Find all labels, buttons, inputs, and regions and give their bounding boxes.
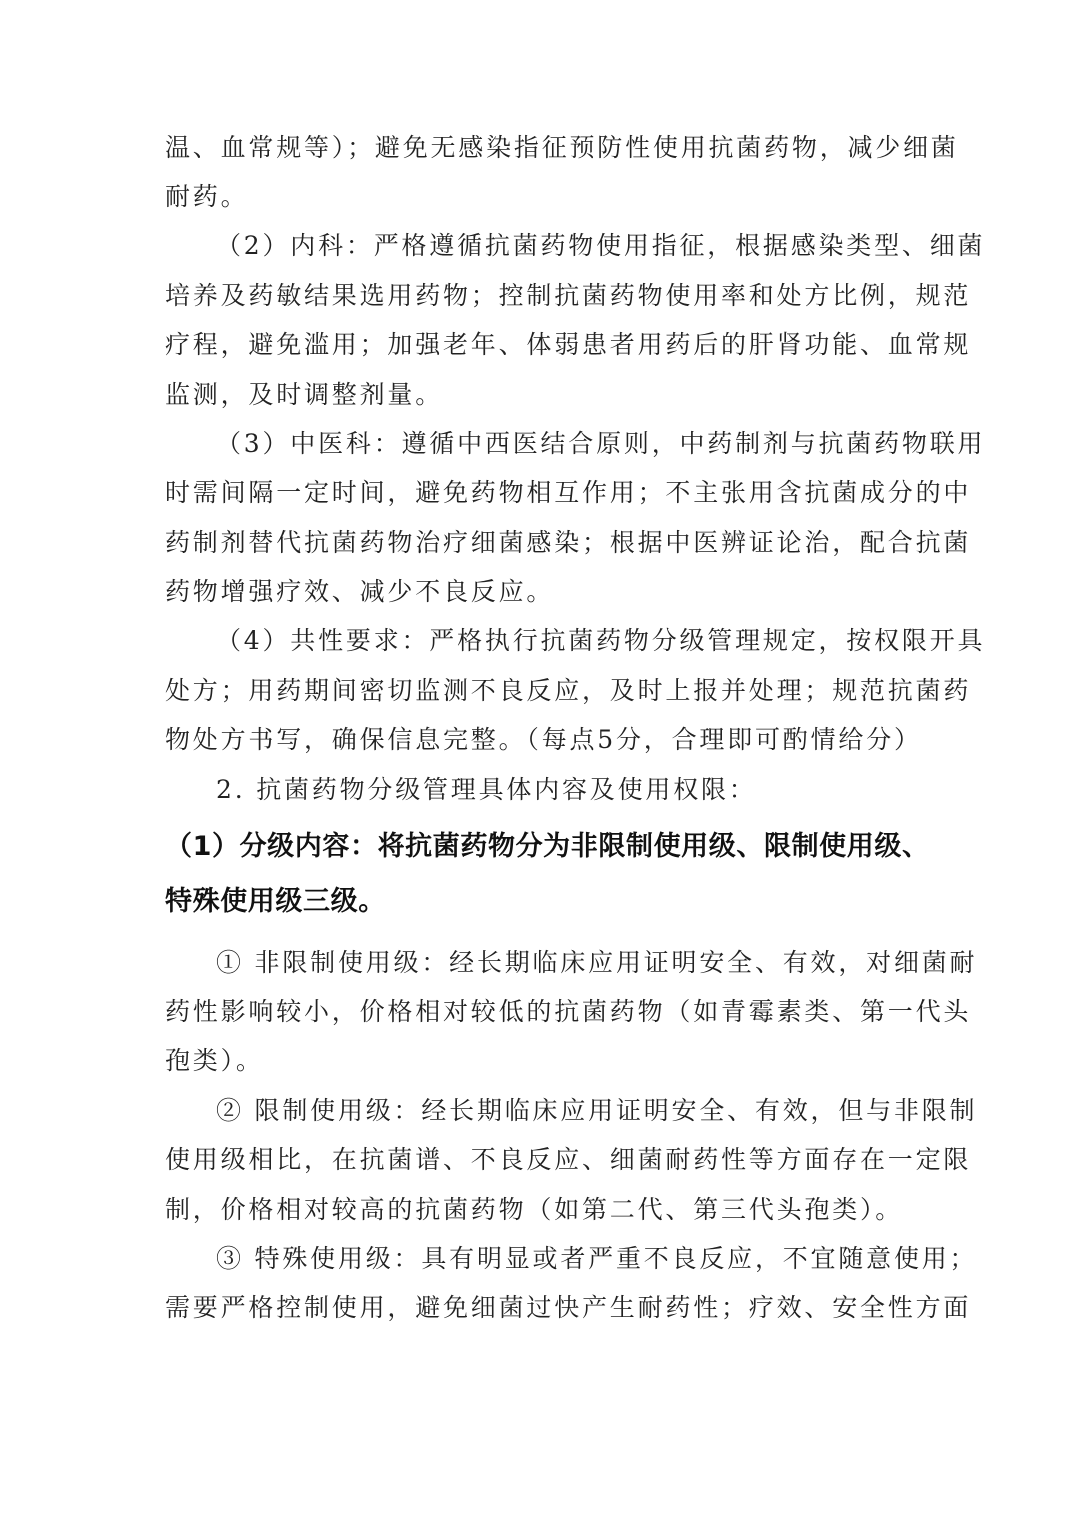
bold-subheading: （1）分级内容：将抗菌药物分为非限制使用级、限制使用级、 [165, 831, 930, 862]
paragraph-line: 培养及药敏结果选用药物；控制抗菌药物使用率和处方比例，规范 [165, 281, 972, 310]
paragraph-line: 药性影响较小，价格相对较低的抗菌药物（如青霉素类、第一代头 [165, 997, 972, 1026]
paragraph-line: 制，价格相对较高的抗菌药物（如第二代、第三代头孢类）。 [165, 1195, 904, 1224]
paragraph-line: ① 非限制使用级：经长期临床应用证明安全、有效，对细菌耐 [216, 948, 978, 977]
paragraph-line: 需要严格控制使用，避免细菌过快产生耐药性；疗效、安全性方面 [165, 1293, 972, 1322]
section-heading: 2. 抗菌药物分级管理具体内容及使用权限： [216, 775, 757, 804]
paragraph-line: （3）中医科：遵循中西医结合原则，中药制剂与抗菌药物联用 [216, 429, 986, 458]
paragraph-line: （2）内科：严格遵循抗菌药物使用指征，根据感染类型、细菌 [216, 231, 986, 260]
paragraph-line: 监测，及时调整剂量。 [165, 380, 444, 409]
paragraph-line: ② 限制使用级：经长期临床应用证明安全、有效，但与非限制 [216, 1096, 978, 1125]
paragraph-line: ③ 特殊使用级：具有明显或者严重不良反应，不宜随意使用； [216, 1244, 978, 1273]
paragraph-line: 温、血常规等）；避免无感染指征预防性使用抗菌药物，减少细菌 [165, 133, 959, 162]
paragraph-line: 时需间隔一定时间，避免药物相互作用；不主张用含抗菌成分的中 [165, 478, 972, 507]
paragraph-line: 物处方书写，确保信息完整。（每点5分，合理即可酌情给分） [165, 725, 922, 754]
paragraph-line: 药制剂替代抗菌药物治疗细菌感染；根据中医辨证论治，配合抗菌 [165, 528, 972, 557]
bold-subheading: 特殊使用级三级。 [165, 886, 386, 917]
paragraph-line: （4）共性要求：严格执行抗菌药物分级管理规定，按权限开具 [216, 626, 986, 655]
paragraph-line: 处方；用药期间密切监测不良反应，及时上报并处理；规范抗菌药 [165, 676, 972, 705]
paragraph-line: 孢类）。 [165, 1046, 264, 1075]
paragraph-line: 药物增强疗效、减少不良反应。 [165, 577, 555, 606]
paragraph-line: 疗程，避免滥用；加强老年、体弱患者用药后的肝肾功能、血常规 [165, 330, 972, 359]
paragraph-line: 耐药。 [165, 182, 249, 211]
paragraph-line: 使用级相比，在抗菌谱、不良反应、细菌耐药性等方面存在一定限 [165, 1145, 972, 1174]
